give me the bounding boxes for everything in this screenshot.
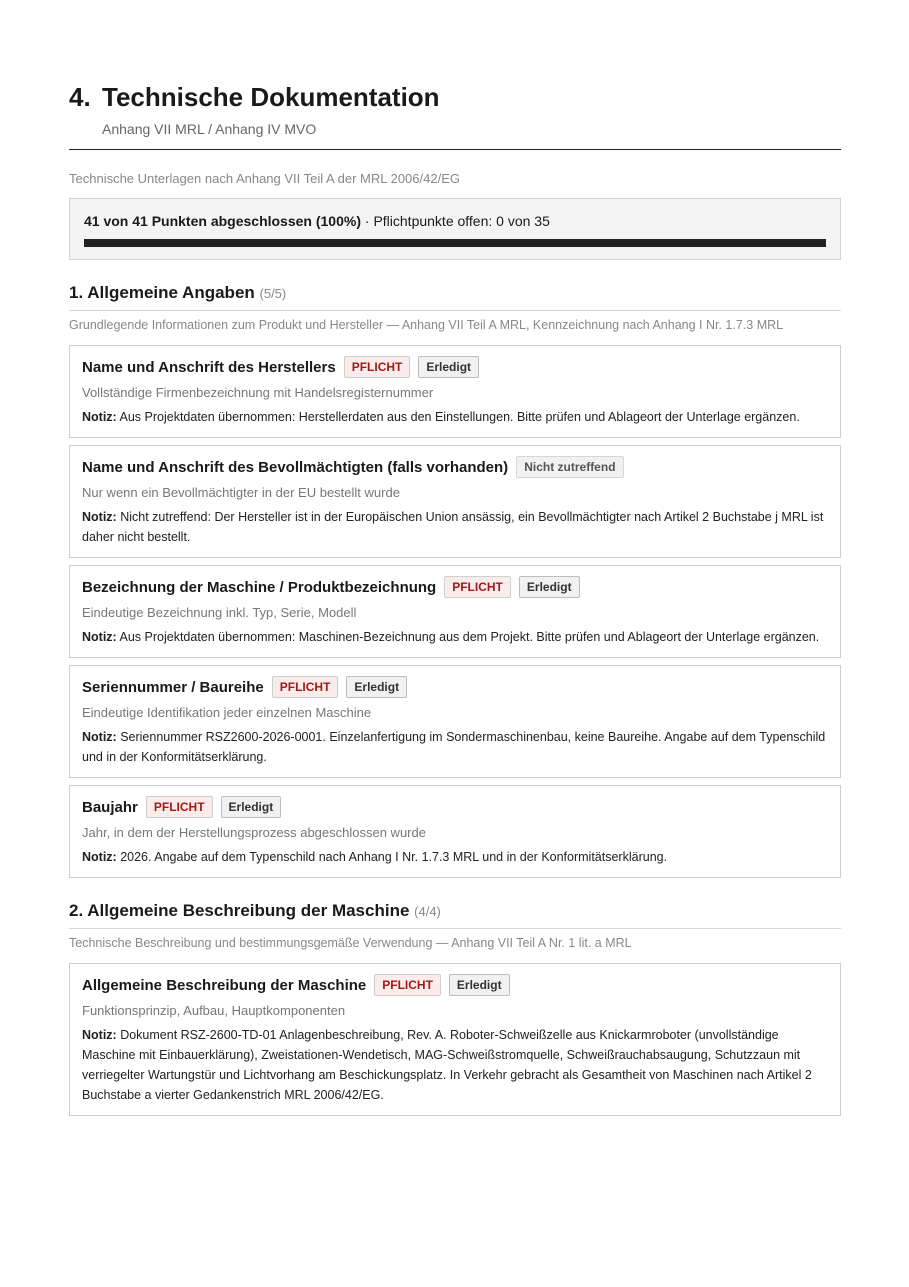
status-badge: Nicht zutreffend	[516, 456, 623, 478]
section-title-text: 1. Allgemeine Angaben	[69, 283, 255, 302]
note-text: Dokument RSZ-2600-TD-01 Anlagenbeschreibung, Rev. A. Roboter-Schweißzelle aus Knickarmroboter (unvollständige Maschine mit Einbauerklärung), Zweistationen-Wendetisch, MAG-Schweißstromquelle, Schweißrauchabsaugung, Schutzzaun mit verriegelter Wartungstür und Lichtvorhang am Beschickungsplatz. In Verkehr gebracht als Gesamtheit von Maschinen nach Artikel 2 Buchstabe a vierter Gedankenstrich MRL 2006/42/EG.	[82, 1028, 812, 1102]
checklist-item	[69, 785, 841, 878]
item-title: Name und Anschrift des Herstellers	[82, 358, 336, 376]
section-title	[69, 901, 841, 921]
item-header	[82, 456, 828, 478]
pflicht-badge: PFLICHT	[146, 796, 213, 818]
note-text: Aus Projektdaten übernommen: Maschinen-Bezeichnung aus dem Projekt. Bitte prüfen und Ablageort der Unterlage ergänzen.	[116, 630, 820, 644]
checklist-item	[69, 665, 841, 778]
progress-bar	[84, 239, 826, 247]
item-title: Seriennummer / Baureihe	[82, 678, 264, 696]
section-count: (5/5)	[259, 286, 287, 301]
heading-divider	[69, 149, 841, 150]
status-badge: Erledigt	[418, 356, 479, 378]
item-note	[82, 1025, 828, 1105]
item-note	[82, 627, 828, 647]
progress-bar-fill	[84, 239, 826, 247]
status-badge: Erledigt	[346, 676, 407, 698]
checklist-item	[69, 565, 841, 658]
note-label: Notiz:	[82, 630, 117, 644]
status-badge: Erledigt	[449, 974, 510, 996]
section-allgemeine-angaben	[69, 283, 841, 878]
item-header	[82, 676, 828, 698]
progress-summary-rest: · Pflichtpunkte offen: 0 von 35	[361, 213, 550, 229]
section-description: Technische Beschreibung und bestimmungsgemäße Verwendung — Anhang VII Teil A Nr. 1 lit. a MRL	[69, 928, 841, 950]
item-note	[82, 407, 828, 427]
note-label: Notiz:	[82, 1028, 117, 1042]
item-header	[82, 796, 828, 818]
item-title: Allgemeine Beschreibung der Maschine	[82, 976, 367, 994]
item-note	[82, 847, 828, 867]
pflicht-badge: PFLICHT	[344, 356, 411, 378]
item-header	[82, 974, 828, 996]
section-description: Grundlegende Informationen zum Produkt und Hersteller — Anhang VII Teil A MRL, Kennzeichnung nach Anhang I Nr. 1.7.3 MRL	[69, 310, 841, 332]
section-allgemeine-beschreibung	[69, 901, 841, 1116]
pflicht-badge: PFLICHT	[374, 974, 441, 996]
note-label: Notiz:	[82, 410, 117, 424]
section-title	[69, 283, 841, 303]
item-description: Jahr, in dem der Herstellungsprozess abgeschlossen wurde	[82, 825, 426, 840]
item-note	[82, 727, 828, 767]
item-description: Funktionsprinzip, Aufbau, Hauptkomponenten	[82, 1003, 346, 1018]
chapter-number: 4.	[69, 82, 91, 112]
item-title: Name und Anschrift des Bevollmächtigten (falls vorhanden)	[82, 458, 509, 476]
note-label: Notiz:	[82, 730, 117, 744]
progress-summary-bold: 41 von 41 Punkten abgeschlossen (100%)	[84, 213, 361, 229]
item-header	[82, 576, 828, 598]
chapter-subtitle: Anhang VII MRL / Anhang IV MVO	[102, 121, 317, 137]
section-count: (4/4)	[414, 904, 441, 919]
chapter-intro: Technische Unterlagen nach Anhang VII Teil A der MRL 2006/42/EG	[69, 171, 460, 186]
pflicht-badge: PFLICHT	[272, 676, 339, 698]
item-header	[82, 356, 828, 378]
progress-text	[84, 213, 826, 229]
chapter-title: Technische Dokumentation	[102, 82, 440, 112]
note-text: Nicht zutreffend: Der Hersteller ist in der Europäischen Union ansässig, ein Bevollmächtigter nach Artikel 2 Buchstabe j MRL ist daher nicht bestellt.	[82, 510, 824, 544]
checklist-item	[69, 345, 841, 438]
note-text: Aus Projektdaten übernommen: Herstellerdaten aus den Einstellungen. Bitte prüfen und Ablageort der Unterlage ergänzen.	[116, 410, 800, 424]
note-text: Seriennummer RSZ2600-2026-0001. Einzelanfertigung im Sondermaschinenbau, keine Baureihe. Angabe auf dem Typenschild und in der Konformitätserklärung.	[82, 730, 826, 764]
item-description: Vollständige Firmenbezeichnung mit Handelsregisternummer	[82, 385, 434, 400]
chapter-heading	[69, 0, 841, 113]
item-description: Eindeutige Bezeichnung inkl. Typ, Serie, Modell	[82, 605, 357, 620]
pflicht-badge: PFLICHT	[444, 576, 511, 598]
item-description: Nur wenn ein Bevollmächtigter in der EU bestellt wurde	[82, 485, 400, 500]
item-title: Baujahr	[82, 798, 138, 816]
checklist-item	[69, 963, 841, 1116]
note-text: 2026. Angabe auf dem Typenschild nach Anhang I Nr. 1.7.3 MRL und in der Konformitätserklärung.	[116, 850, 668, 864]
item-description: Eindeutige Identifikation jeder einzelnen Maschine	[82, 705, 372, 720]
item-title: Bezeichnung der Maschine / Produktbezeichnung	[82, 578, 437, 596]
progress-summary	[69, 198, 841, 260]
section-title-text: 2. Allgemeine Beschreibung der Maschine	[69, 901, 410, 920]
checklist-item	[69, 445, 841, 558]
note-label: Notiz:	[82, 510, 117, 524]
status-badge: Erledigt	[221, 796, 282, 818]
note-label: Notiz:	[82, 850, 117, 864]
item-note	[82, 507, 828, 547]
status-badge: Erledigt	[519, 576, 580, 598]
